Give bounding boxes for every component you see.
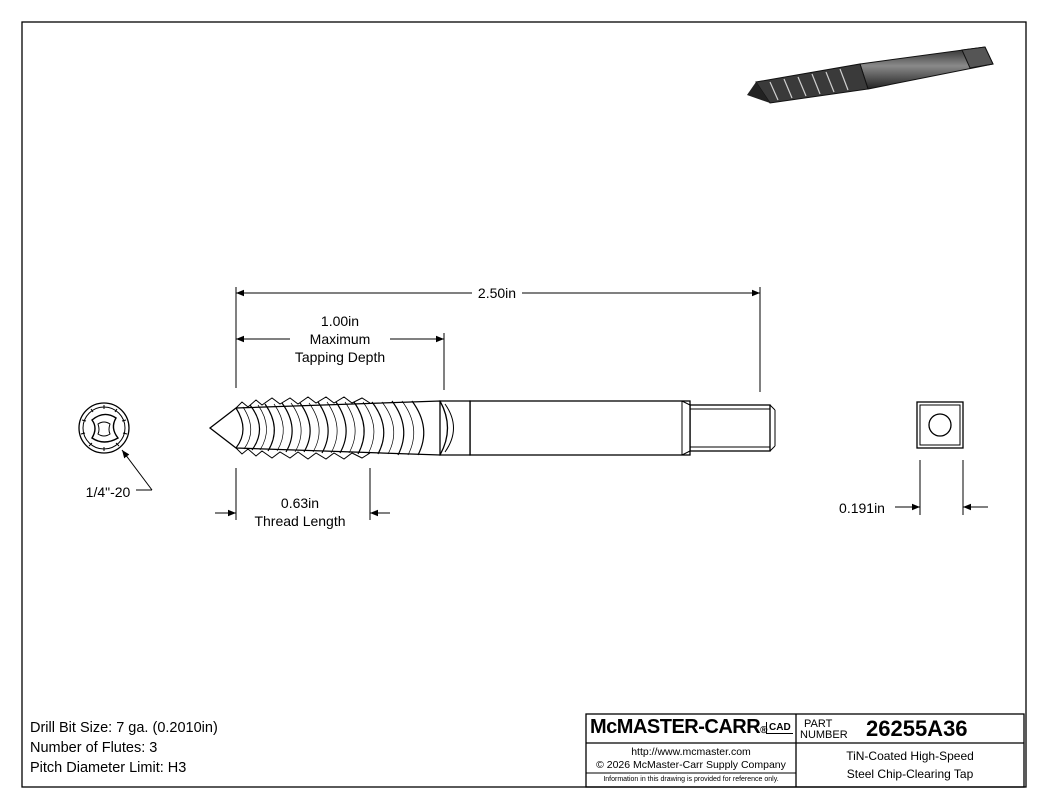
part-number: 26255A36 bbox=[866, 716, 968, 741]
part-label-line1: PART bbox=[804, 718, 833, 730]
url-text: http://www.mcmaster.com bbox=[631, 746, 751, 758]
disclaimer-text: Information in this drawing is provided for reference only. bbox=[603, 776, 779, 783]
description-line1: TiN-Coated High-Speed bbox=[846, 749, 974, 763]
copyright-text: © 2026 McMaster-Carr Supply Company bbox=[596, 759, 786, 771]
square-size-label: 0.191in bbox=[830, 499, 894, 517]
spec-pitch-diameter: Pitch Diameter Limit: H3 bbox=[30, 760, 187, 776]
cad-mark: CAD bbox=[766, 722, 793, 734]
tapping-depth-value: 1.00in bbox=[300, 312, 380, 330]
brand-name: McMASTER-CARR bbox=[590, 716, 761, 738]
tapping-depth-line1: Maximum bbox=[290, 330, 390, 348]
isometric-tap-view bbox=[747, 47, 993, 103]
registered-mark: ® bbox=[760, 725, 768, 736]
spec-number-of-flutes: Number of Flutes: 3 bbox=[30, 740, 158, 756]
overall-length-label: 2.50in bbox=[472, 284, 522, 302]
brand-logo bbox=[590, 716, 767, 739]
spec-drill-bit-size: Drill Bit Size: 7 ga. (0.2010in) bbox=[30, 720, 218, 736]
thread-size-label: 1/4"-20 bbox=[80, 483, 136, 501]
side-view-tap bbox=[210, 397, 775, 459]
description-line2: Steel Chip-Clearing Tap bbox=[846, 767, 974, 781]
end-view-square bbox=[917, 402, 963, 448]
end-view-threaded bbox=[79, 403, 152, 490]
thread-length-label: Thread Length bbox=[240, 512, 360, 530]
thread-length-value: 0.63in bbox=[260, 494, 340, 512]
part-label-line2: NUMBER bbox=[800, 729, 848, 741]
tapping-depth-line2: Tapping Depth bbox=[280, 348, 400, 366]
